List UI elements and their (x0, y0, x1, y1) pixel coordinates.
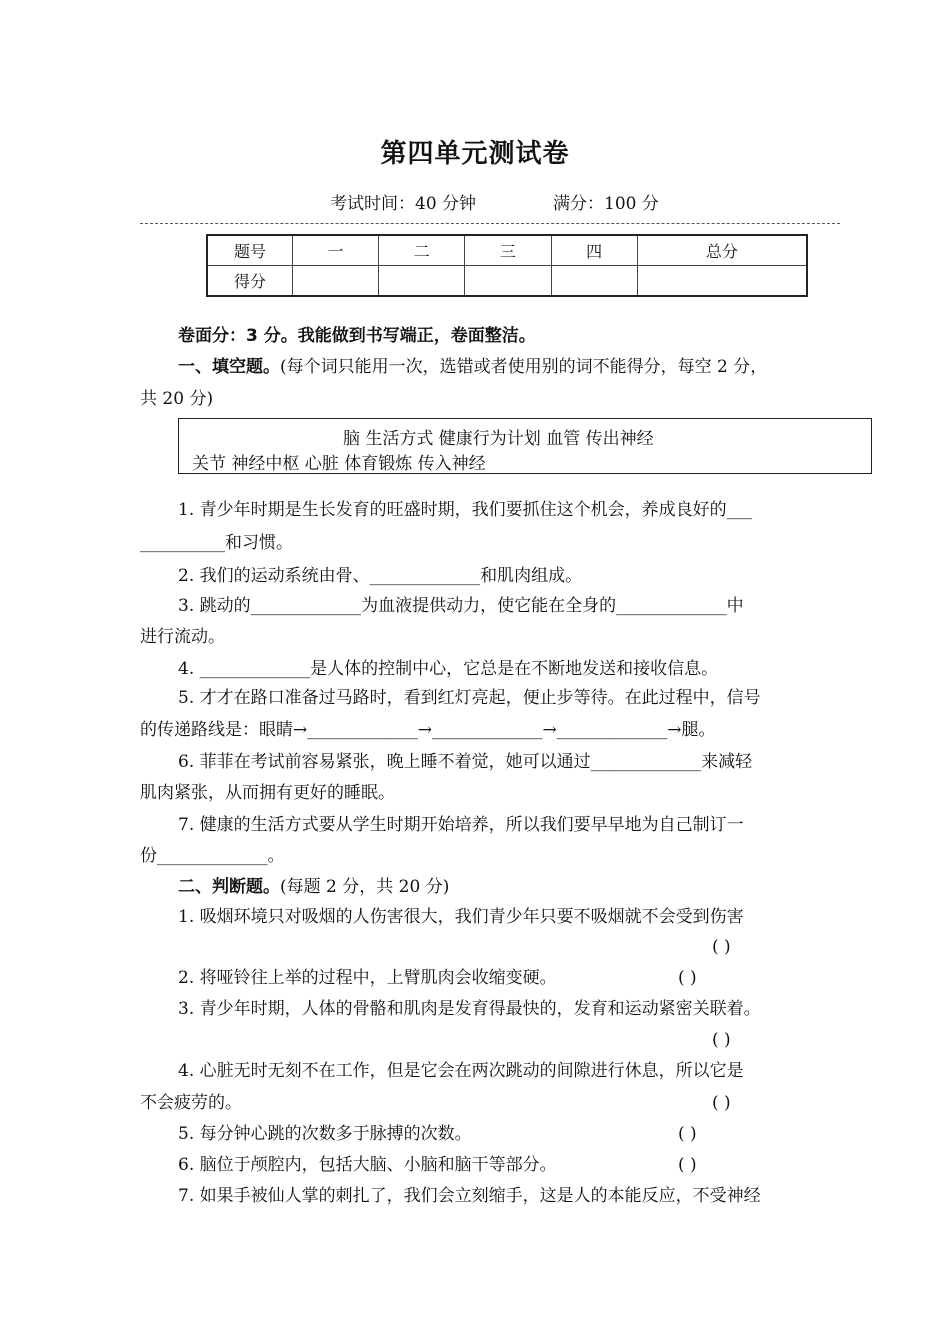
table-cell: 二 (379, 235, 465, 266)
judge-q5: 5. 每分钟心跳的次数多于脉搏的次数。 (178, 1124, 472, 1144)
fill-q5-cont: 的传递路线是：眼睛→_____________→_____________→_____________→腿。 (140, 720, 716, 740)
judge-q2: 2. 将哑铃往上举的过程中，上臂肌肉会收缩变硬。 (178, 968, 557, 988)
answer-paren[interactable]: ( ) (712, 937, 731, 957)
fill-q1: 1. 青少年时期是生长发育的旺盛时期，我们要抓住这个机会，养成良好的___ (178, 500, 753, 520)
table-cell: 三 (465, 235, 551, 266)
page-title: 第四单元测试卷 (380, 139, 570, 169)
score-cell[interactable] (551, 266, 637, 297)
table-row (207, 266, 807, 297)
section1-instruction-cont: 共 20 分) (140, 389, 214, 409)
score-table (206, 234, 808, 297)
score-cell[interactable] (379, 266, 465, 297)
table-cell: 四 (551, 235, 637, 266)
answer-paren[interactable]: ( ) (712, 1093, 731, 1113)
section1-instruction: (每个词只能用一次，选错或者使用别的词不能得分，每空 2 分， (280, 357, 768, 377)
section2-heading-line (178, 877, 449, 897)
score-cell[interactable] (293, 266, 379, 297)
fill-q6: 6. 菲菲在考试前容易紧张，晚上睡不着觉，她可以通过_____________来减轻 (178, 752, 753, 772)
exam-time: 考试时间：40 分钟 (330, 194, 477, 214)
fill-q5: 5. 才才在路口准备过马路时，看到红灯亮起，便止步等待。在此过程中，信号 (178, 688, 761, 708)
judge-q3: 3. 青少年时期，人体的骨骼和肌肉是发育得最快的，发育和运动紧密关联着。 (178, 999, 761, 1019)
fill-q7-cont: 份_____________。 (140, 846, 285, 866)
answer-paren[interactable]: ( ) (678, 968, 697, 988)
table-cell: 总分 (637, 235, 807, 266)
fill-q2: 2. 我们的运动系统由骨、_____________和肌肉组成。 (178, 566, 583, 586)
table-cell: 一 (293, 235, 379, 266)
fill-q4: 4. _____________是人体的控制中心，它总是在不断地发送和接收信息。 (178, 659, 719, 679)
word-bank (178, 418, 872, 474)
answer-paren[interactable]: ( ) (678, 1124, 697, 1144)
answer-paren[interactable]: ( ) (712, 1030, 731, 1050)
neatness-note: 卷面分：3 分。我能做到书写端正，卷面整洁。 (178, 326, 536, 346)
table-row (207, 235, 807, 266)
divider (140, 223, 840, 224)
full-score: 满分：100 分 (553, 194, 659, 214)
judge-q1: 1. 吸烟环境只对吸烟的人伤害很大，我们青少年只要不吸烟就不会受到伤害 (178, 907, 744, 927)
fill-q6-cont: 肌肉紧张，从而拥有更好的睡眠。 (140, 783, 395, 803)
word-bank-line2: 关节 神经中枢 心脏 体育锻炼 传入神经 (192, 454, 486, 474)
fill-q1-cont: __________和习惯。 (140, 533, 293, 553)
answer-paren[interactable]: ( ) (678, 1155, 697, 1175)
fill-q7: 7. 健康的生活方式要从学生时期开始培养，所以我们要早早地为自己制订一 (178, 815, 744, 835)
table-cell: 得分 (207, 266, 293, 297)
score-cell[interactable] (637, 266, 807, 297)
judge-q4: 4. 心脏无时无刻不在工作，但是它会在两次跳动的间隙进行休息，所以它是 (178, 1061, 744, 1081)
section2-instruction: (每题 2 分，共 20 分) (280, 877, 450, 897)
judge-q4-cont: 不会疲劳的。 (140, 1093, 242, 1113)
word-bank-line1: 脑 生活方式 健康行为计划 血管 传出神经 (343, 429, 654, 449)
score-cell[interactable] (465, 266, 551, 297)
judge-q7: 7. 如果手被仙人掌的刺扎了，我们会立刻缩手，这是人的本能反应，不受神经 (178, 1186, 761, 1206)
judge-q6: 6. 脑位于颅腔内，包括大脑、小脑和脑干等部分。 (178, 1155, 557, 1175)
section2-heading: 二、判断题。 (178, 877, 280, 897)
fill-q3-cont: 进行流动。 (140, 627, 225, 647)
fill-q3: 3. 跳动的_____________为血液提供动力，使它能在全身的_____________中 (178, 596, 744, 616)
table-cell: 题号 (207, 235, 293, 266)
section1-heading: 一、填空题。 (178, 357, 280, 377)
section1-heading-line (178, 357, 767, 377)
